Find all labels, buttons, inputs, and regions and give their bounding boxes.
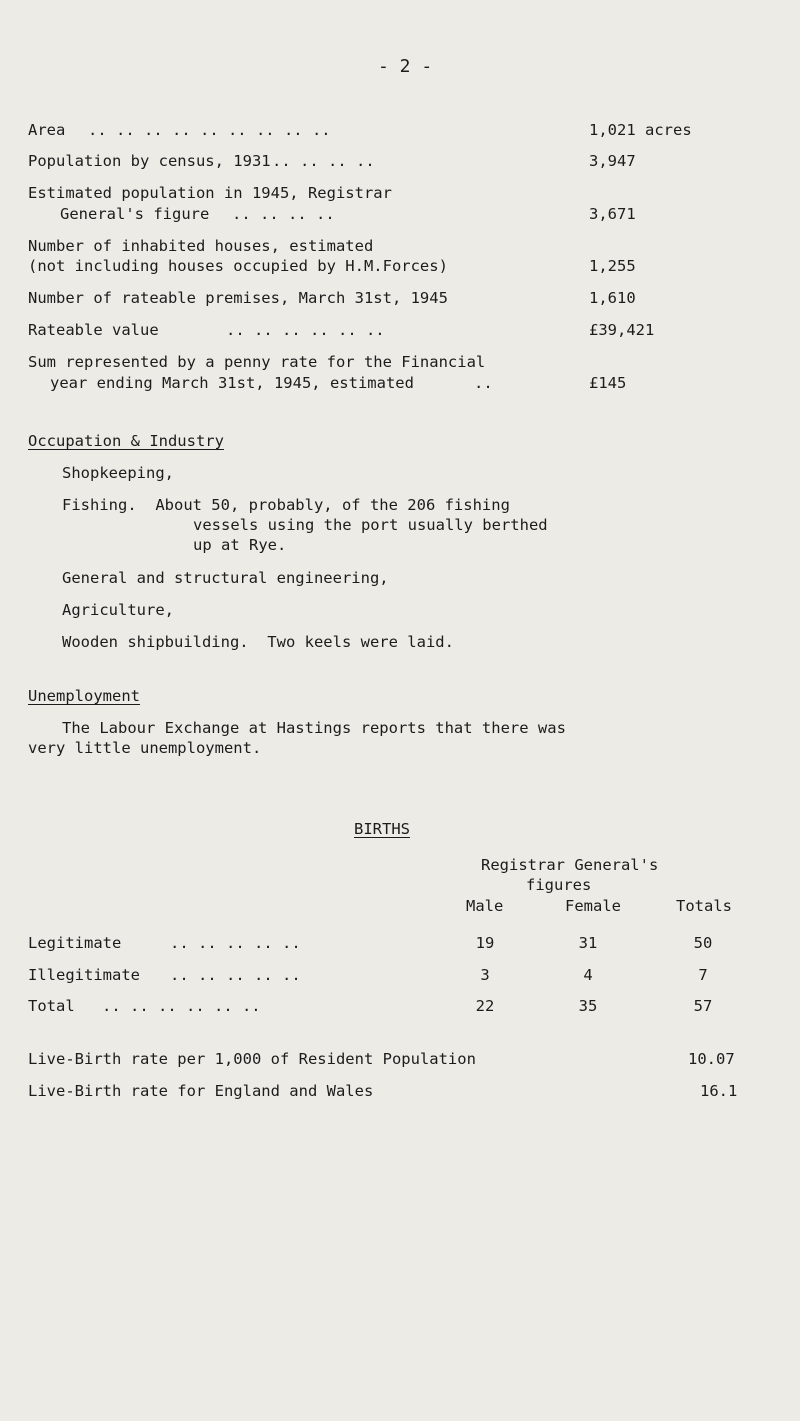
estimated-population-value: 3,671: [589, 205, 636, 223]
area-label: Area: [28, 121, 66, 139]
column-header-male: Male: [466, 897, 504, 915]
dot-leader: .. .. .. .. .. ..: [226, 321, 385, 339]
dot-leader: .. .. .. .. ..: [170, 934, 301, 952]
occupation-item: General and structural engineering,: [62, 569, 389, 587]
rateable-premises-label: Number of rateable premises, March 31st, 1945: [28, 289, 448, 307]
cell-male: 3: [480, 966, 490, 984]
dot-leader: ..: [474, 374, 493, 392]
cell-female: 35: [578, 997, 598, 1015]
unemployment-text-line1: The Labour Exchange at Hastings reports that there was: [62, 719, 566, 737]
inhabited-houses-label-line2: (not including houses occupied by H.M.Forces): [28, 257, 448, 275]
live-birth-rate-national-value: 16.1: [700, 1082, 738, 1100]
registrar-figures-header-line2: figures: [526, 876, 592, 894]
penny-rate-label-line1: Sum represented by a penny rate for the Financial: [28, 353, 486, 371]
occupation-item: Fishing. About 50, probably, of the 206 fishing: [62, 496, 510, 514]
unemployment-heading: Unemployment: [28, 687, 140, 705]
live-birth-rate-local-value: 10.07: [688, 1050, 735, 1068]
occupation-heading: Occupation & Industry: [28, 432, 224, 450]
dot-leader: .. .. .. .. ..: [170, 966, 301, 984]
unemployment-text-line2: very little unemployment.: [28, 739, 262, 757]
cell-total: 57: [693, 997, 713, 1015]
live-birth-rate-national-label: Live-Birth rate for England and Wales: [28, 1082, 374, 1100]
rateable-value-value: £39,421: [589, 321, 655, 339]
dot-leader: .. .. .. .. .. ..: [102, 997, 261, 1015]
row-label-legitimate: Legitimate: [28, 934, 122, 952]
inhabited-houses-value: 1,255: [589, 257, 636, 275]
row-label-illegitimate: Illegitimate: [28, 966, 140, 984]
column-header-female: Female: [565, 897, 621, 915]
estimated-population-label-line1: Estimated population in 1945, Registrar: [28, 184, 392, 202]
population-census-label: Population by census, 1931: [28, 152, 271, 170]
dot-leader: .. .. .. ..: [232, 205, 335, 223]
occupation-item: up at Rye.: [193, 536, 287, 554]
penny-rate-value: £145: [589, 374, 627, 392]
registrar-figures-header-line1: Registrar General's: [481, 856, 659, 874]
estimated-population-label-line2: General's figure: [60, 205, 210, 223]
population-census-value: 3,947: [589, 152, 636, 170]
rateable-value-label: Rateable value: [28, 321, 159, 339]
occupation-item: Shopkeeping,: [62, 464, 174, 482]
rateable-premises-value: 1,610: [589, 289, 636, 307]
births-heading: BIRTHS: [354, 820, 410, 838]
penny-rate-label-line2: year ending March 31st, 1945, estimated: [50, 374, 414, 392]
cell-total: 7: [698, 966, 708, 984]
cell-female: 4: [583, 966, 593, 984]
occupation-item: Agriculture,: [62, 601, 174, 619]
column-header-totals: Totals: [676, 897, 732, 915]
cell-female: 31: [578, 934, 598, 952]
cell-total: 50: [693, 934, 713, 952]
dot-leader: .. .. .. .. .. .. .. .. ..: [88, 121, 331, 139]
row-label-total: Total: [28, 997, 75, 1015]
live-birth-rate-local-label: Live-Birth rate per 1,000 of Resident Population: [28, 1050, 476, 1068]
cell-male: 22: [475, 997, 495, 1015]
occupation-item: Wooden shipbuilding. Two keels were laid.: [62, 633, 454, 651]
page-number: - 2 -: [378, 56, 433, 77]
occupation-item: vessels using the port usually berthed: [193, 516, 548, 534]
area-value: 1,021 acres: [589, 121, 692, 139]
cell-male: 19: [475, 934, 495, 952]
inhabited-houses-label-line1: Number of inhabited houses, estimated: [28, 237, 374, 255]
dot-leader: .. .. .. ..: [272, 152, 375, 170]
